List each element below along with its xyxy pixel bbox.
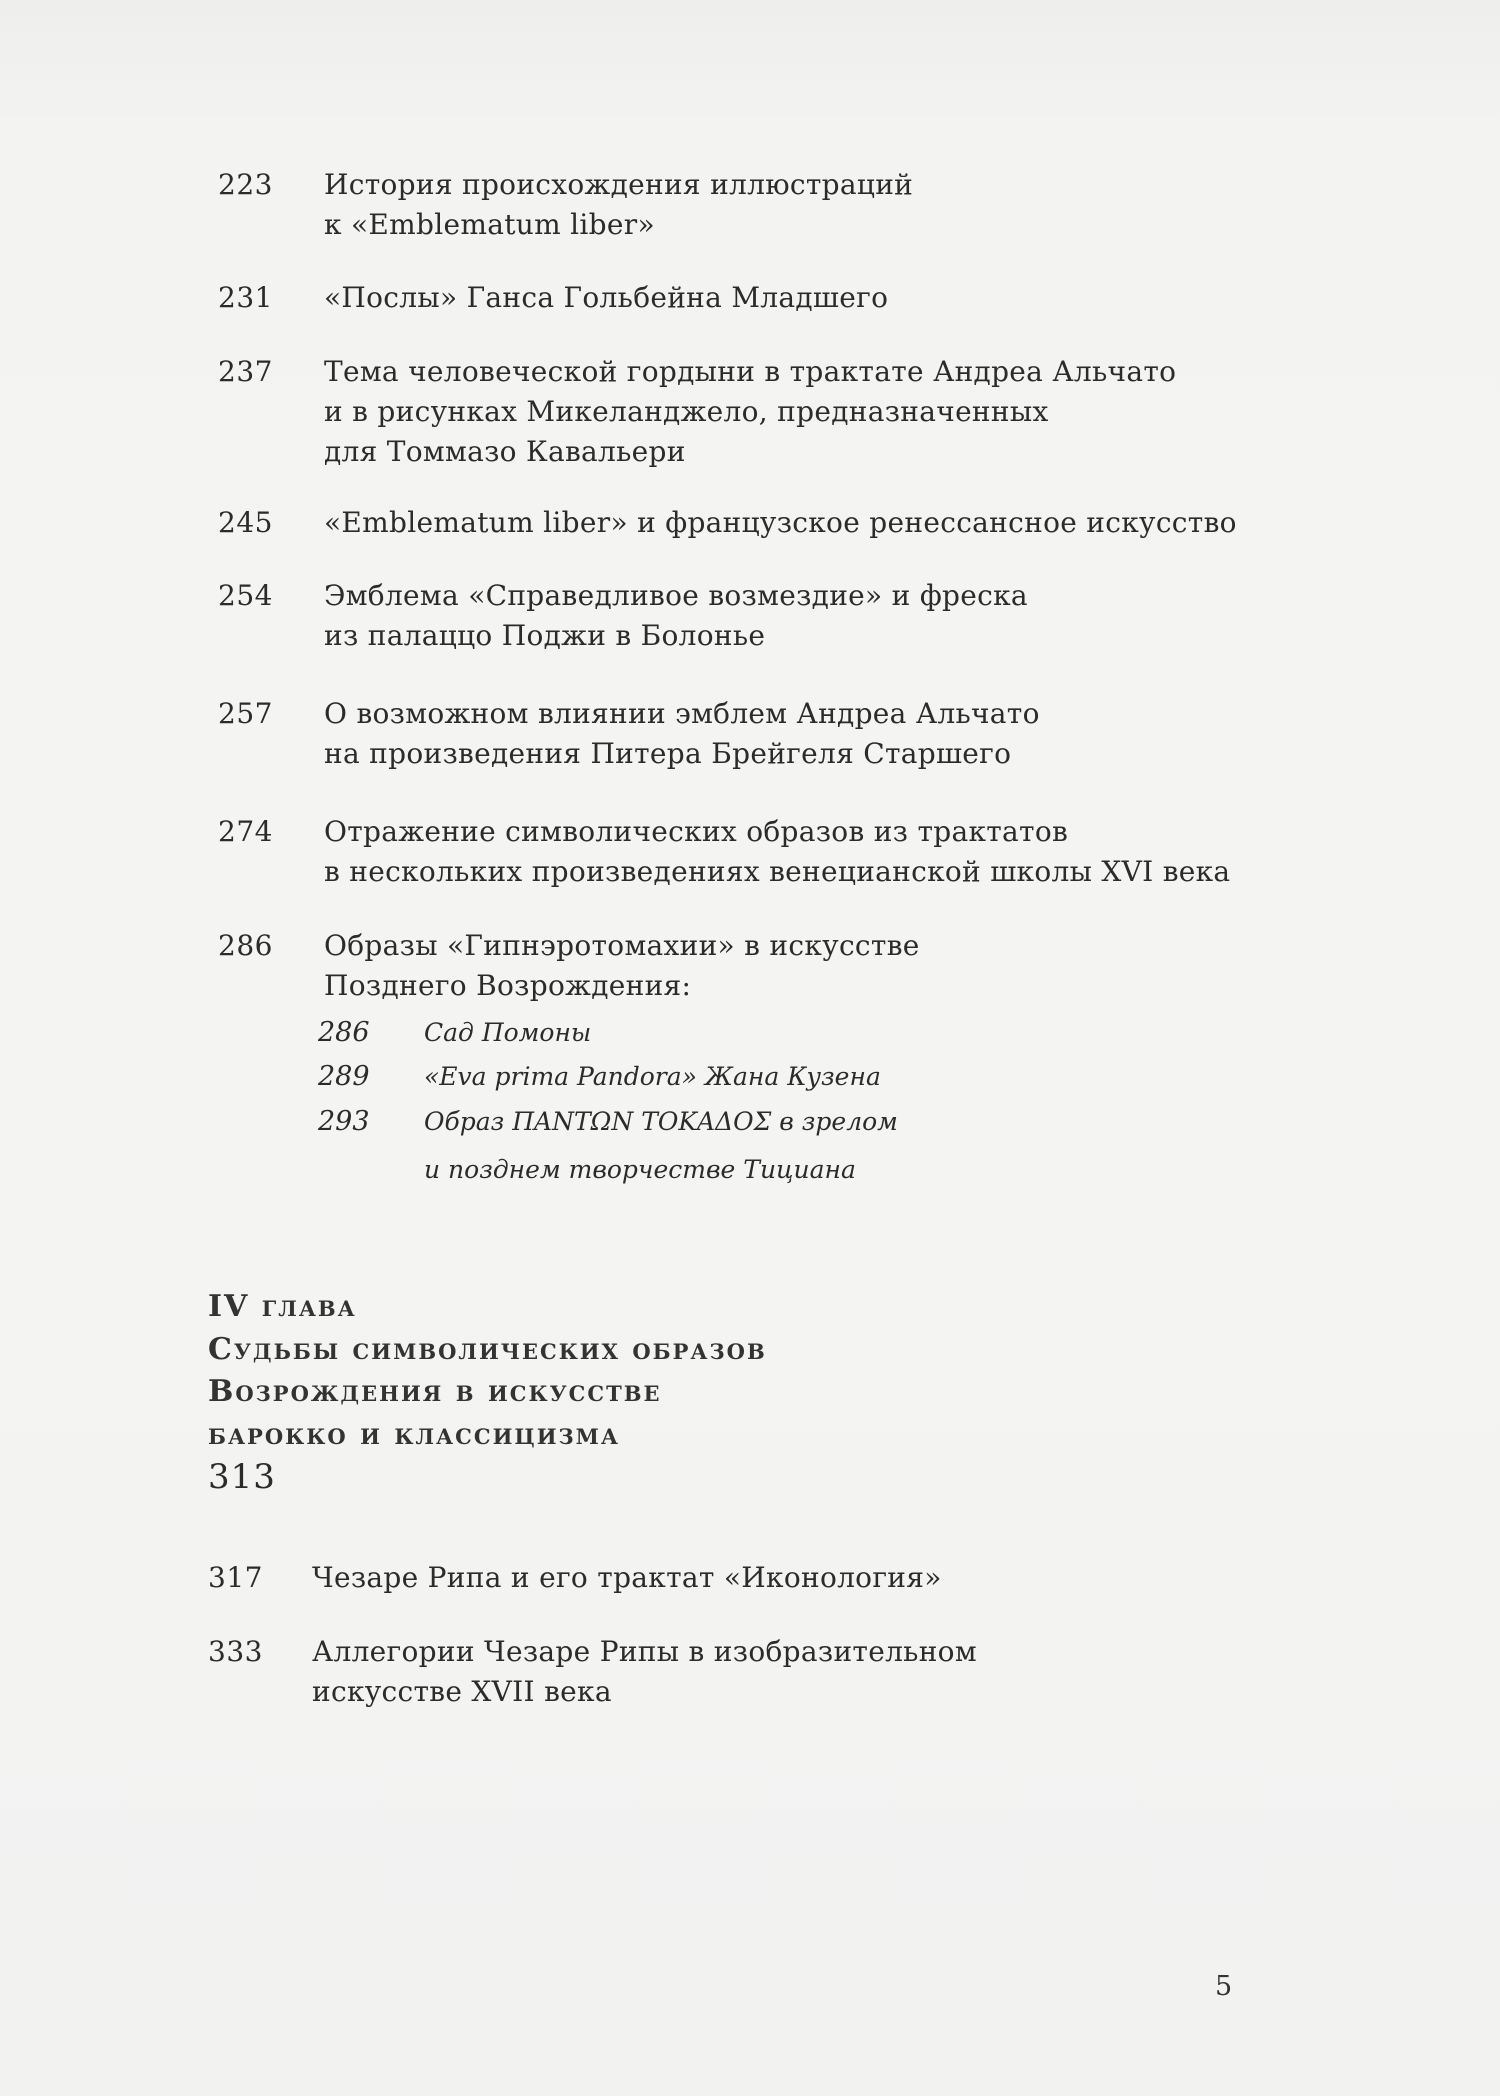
toc-entry-page: 231 <box>218 281 273 314</box>
toc-entry-line: Образы «Гипнэротомахии» в искусстве <box>324 929 920 962</box>
toc-entry-line: на произведения Питера Брейгеля Старшего <box>324 737 1012 770</box>
toc-entry-line: История происхождения иллюстраций <box>324 168 914 201</box>
toc-entry-title <box>324 694 1284 774</box>
toc-entry-title <box>324 812 1284 892</box>
toc-subentry-line: Сад Помоны <box>424 1018 592 1047</box>
chapter-label: IV глава <box>208 1289 357 1324</box>
toc-entry-page: 223 <box>218 168 273 201</box>
chapter-title-line: барокко и классицизма <box>208 1416 621 1452</box>
toc-subentry-title <box>424 1098 898 1194</box>
toc-entry-line: искусстве XVII века <box>312 1675 612 1708</box>
toc-entry-line: Чезаре Рипа и его трактат «Иконология» <box>312 1561 942 1594</box>
toc-entry-page: 333 <box>208 1635 263 1668</box>
toc-entry-title <box>312 1558 1272 1598</box>
toc-subentry-title <box>424 1053 881 1101</box>
toc-entry-page: 317 <box>208 1561 263 1594</box>
toc-subentry-title <box>424 1009 591 1057</box>
toc-entry-line: и в рисунках Микеланджело, предназначенных <box>324 395 1049 428</box>
toc-entry-line: Аллегории Чезаре Рипы в изобразительном <box>312 1635 977 1668</box>
toc-entry-title <box>324 352 1284 472</box>
chapter-heading[interactable] <box>208 1286 1208 1499</box>
toc-entry-line: «Послы» Ганса Гольбейна Младшего <box>324 281 889 314</box>
toc-entry-title <box>324 576 1284 656</box>
toc-entry-title <box>324 503 1284 543</box>
toc-entry-line: из палаццо Поджи в Болонье <box>324 619 766 652</box>
toc-entry-line: О возможном влиянии эмблем Андреа Альчато <box>324 697 1040 730</box>
toc-entry-title <box>312 1632 1272 1712</box>
toc-entry-line: Позднего Возрождения: <box>324 969 692 1002</box>
toc-entry-line: к «Emblematum liber» <box>324 208 655 241</box>
toc-entry-page: 254 <box>218 579 273 612</box>
toc-entry-page: 274 <box>218 815 273 848</box>
toc-subentry-page: 293 <box>318 1106 370 1137</box>
toc-entry-line: Эмблема «Справедливое возмездие» и фреска <box>324 579 1028 612</box>
toc-entry-page: 286 <box>218 929 273 962</box>
toc-entry-line: «Emblematum liber» и французское ренессансное искусство <box>324 506 1237 539</box>
toc-entry-line: Тема человеческой гордыни в трактате Андреа Альчато <box>324 355 1177 388</box>
toc-entry-page: 237 <box>218 355 273 388</box>
toc-entry-line: Отражение символических образов из трактатов <box>324 815 1069 848</box>
toc-entry-title <box>324 926 1284 1006</box>
toc-subentry-line: Образ ΠΑΝΤΩΝ ΤΟΚΑΔΟΣ в зрелом <box>424 1107 898 1136</box>
page-number: 5 <box>1215 1971 1233 2002</box>
chapter-title-line: Возрождения в искусстве <box>208 1374 662 1409</box>
toc-subentry-line: и позднем творчестве Тициана <box>424 1155 856 1184</box>
toc-entry-title <box>324 278 1284 318</box>
toc-entry-title <box>324 165 1284 245</box>
chapter-page-number: 313 <box>208 1457 276 1497</box>
toc-subentry-page: 289 <box>318 1061 370 1092</box>
toc-entry-line: для Томмазо Кавальери <box>324 435 686 468</box>
toc-entry-page: 245 <box>218 506 273 539</box>
chapter-title-line: Судьбы символических образов <box>208 1331 767 1367</box>
toc-subentry-line: «Eva prima Pandora» Жана Кузена <box>424 1062 881 1091</box>
toc-entry-line: в нескольких произведениях венецианской школы XVI века <box>324 855 1231 888</box>
toc-subentry-page: 286 <box>318 1017 370 1048</box>
toc-entry-page: 257 <box>218 697 273 730</box>
